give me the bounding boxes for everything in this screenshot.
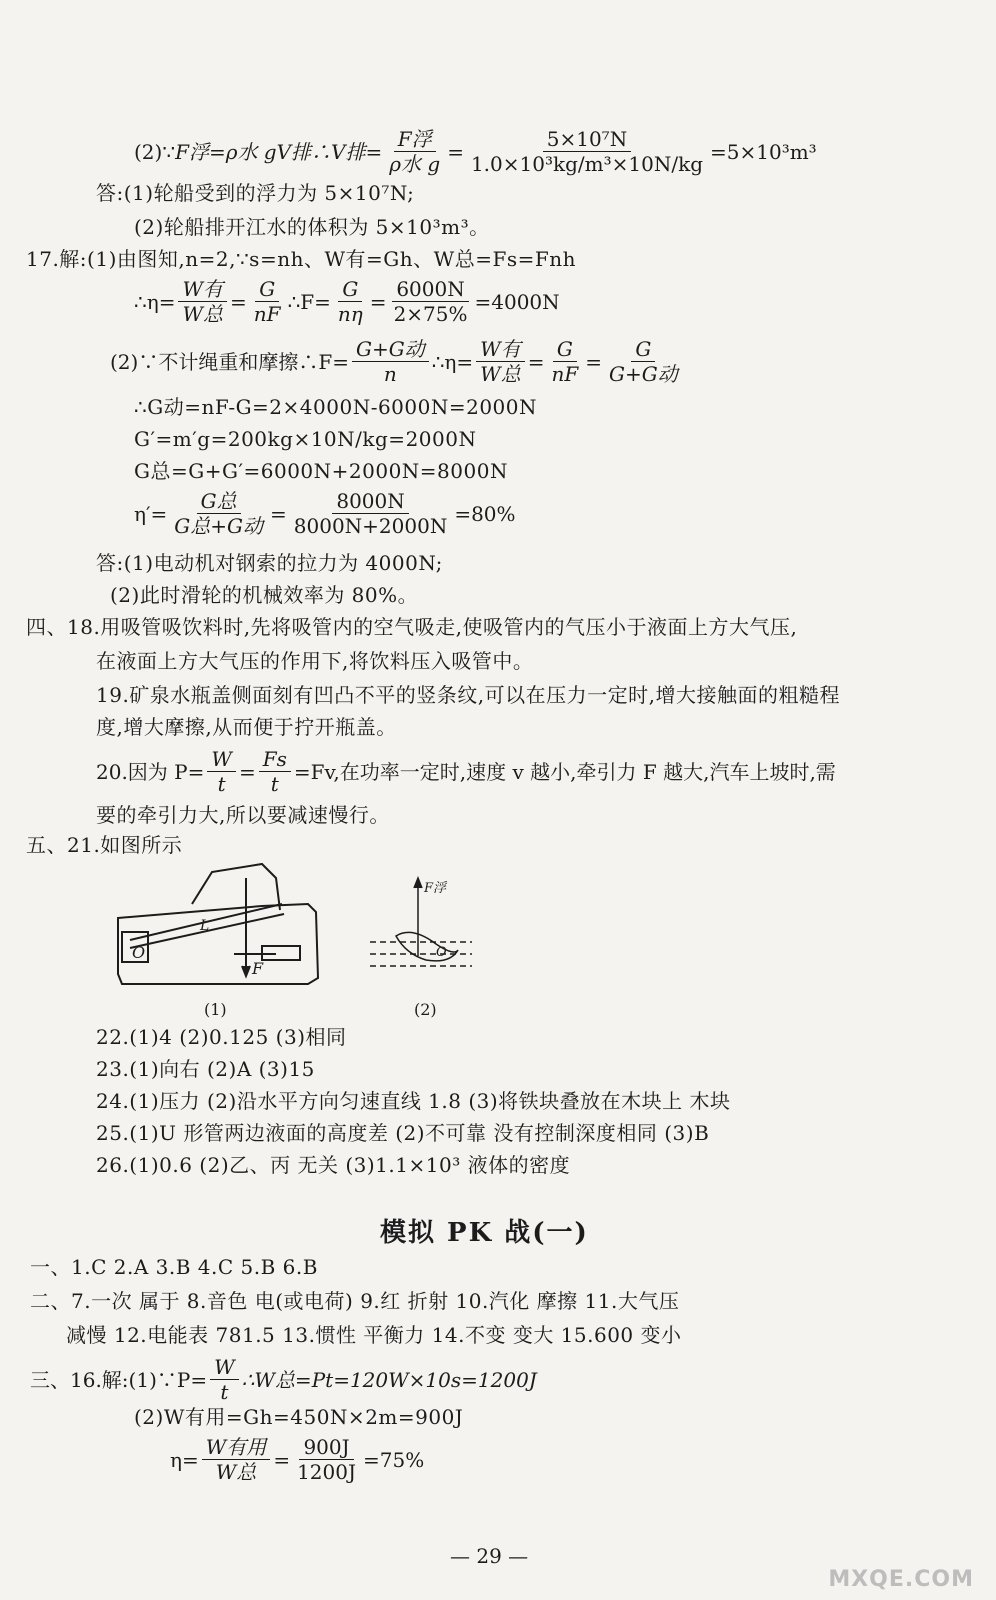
buoyancy-label: F浮 bbox=[424, 881, 447, 896]
section-title: 模拟 PK 战(一) bbox=[380, 1218, 589, 1248]
mock-q16-line-2: (2)W有用=Gh=450N×2m=900J bbox=[134, 1405, 464, 1429]
q19-line-1: 19.矿泉水瓶盖侧面刻有凹凸不平的竖条纹,可以在压力一定时,增大接触面的粗糙程 bbox=[96, 683, 841, 707]
q18-line-1: 四、18.用吸管吸饮料时,先将吸管内的空气吸走,使吸管内的气压小于液面上方大气压, bbox=[26, 615, 798, 639]
floating-object bbox=[396, 932, 458, 960]
floating-object-diagram bbox=[366, 876, 476, 980]
q17-line-3: ∴G动=nF-G=2×4000N-6000N=2000N bbox=[134, 395, 538, 419]
fraction: $\frac{\text{F浮}}{\text{ρ水 g}}$ bbox=[389, 127, 441, 176]
q20-line-2: 要的牵引力大,所以要减速慢行。 bbox=[96, 803, 390, 827]
q17-line-5: G总=G+G′=6000N+2000N=8000N bbox=[134, 459, 508, 483]
q24-answer: 24.(1)压力 (2)沿水平方向匀速直线 1.8 (3)将铁块叠放在木块上 木块 bbox=[96, 1089, 731, 1113]
force-arrow-head bbox=[242, 966, 250, 976]
q25-answer: 25.(1)U 形管两边液面的高度差 (2)不可靠 没有控制深度相同 (3)B bbox=[96, 1121, 710, 1145]
q17-efficiency-formula: ∴η= $\frac{\text{W有}}{\text{W总}}$ = $\frac{G}{nF}$ ∴F= $\frac{G}{n\eta}$ = $\frac{6000N}{2\times 75\%}$ =4000N bbox=[134, 277, 560, 326]
q22-answer: 22.(1)4 (2)0.125 (3)相同 bbox=[96, 1025, 347, 1049]
q21-heading: 五、21.如图所示 bbox=[26, 833, 183, 857]
stapler-diagram bbox=[112, 858, 326, 994]
pivot-label: O bbox=[132, 943, 146, 962]
page-number: — 29 — bbox=[450, 1544, 529, 1568]
q18-line-2: 在液面上方大气压的作用下,将饮料压入吸管中。 bbox=[96, 649, 534, 673]
figure-1-caption: (1) bbox=[204, 1000, 227, 1019]
arm-label: L bbox=[200, 918, 210, 934]
figure-2-caption: (2) bbox=[414, 1000, 437, 1019]
mock-q16-efficiency: η= $\frac{\text{W有用}}{\text{W总}}$ = $\frac{900J}{1200J}$ =75% bbox=[170, 1435, 425, 1484]
q20-line-1: 20.因为 P= $\frac{W}{t}$ = $\frac{Fs}{t}$ =Fv,在功率一定时,速度 v 越小,牵引力 F 越大,汽车上坡时,需 bbox=[96, 747, 836, 796]
formula-buoyancy-volume: (2)∵ F浮=ρ水 gV排∴V排= $\frac{\text{F浮}}{\text{ρ水 g}}$ = $\frac{\text{5×10⁷N}}{\text{1.0×10³kg/m³×10N/kg}}$ =5×10³m³ bbox=[134, 127, 817, 176]
q17-part2-formula: (2)∵不计绳重和摩擦∴F= $\frac{\text{G+G动}}{n}$ ∴η= $\frac{\text{W有}}{\text{W总}}$ = $\frac{G}{nF}$ = $\frac{G}{\text{G+G动}}$ bbox=[110, 337, 678, 386]
q17-answer-2: (2)此时滑轮的机械效率为 80%。 bbox=[110, 583, 419, 607]
mock-section-2-line-1: 二、7.一次 属于 8.音色 电(或电荷) 9.红 折射 10.汽化 摩擦 11.大气压 bbox=[30, 1289, 680, 1313]
mock-section-1: 一、1.C 2.A 3.B 4.C 5.B 6.B bbox=[30, 1255, 318, 1279]
q19-line-2: 度,增大摩擦,从而便于拧开瓶盖。 bbox=[96, 715, 397, 739]
watermark: MXQE.COM bbox=[828, 1567, 974, 1592]
answer-16-line-1: 答:(1)轮船受到的浮力为 5×10⁷N; bbox=[96, 181, 415, 205]
mock-q16-line-1: 三、16.解:(1)∵P= $\frac{W}{t}$ ∴W总=Pt=120W×10s=1200J bbox=[30, 1355, 537, 1404]
q17-answer-1: 答:(1)电动机对钢索的拉力为 4000N; bbox=[96, 551, 443, 575]
q17-line-1: 17.解:(1)由图知,n=2,∵s=nh、W有=Gh、W总=Fs=Fnh bbox=[26, 247, 576, 271]
center-label: O bbox=[436, 945, 447, 960]
mock-section-2-line-2: 减慢 12.电能表 781.5 13.惯性 平衡力 14.不变 变大 15.600 变小 bbox=[66, 1323, 682, 1347]
q17-efficiency-2-formula: η′= $\frac{\text{G总}}{\text{G总+G动}}$ = $\frac{8000N}{8000N+2000N}$ =80% bbox=[134, 489, 516, 538]
q26-answer: 26.(1)0.6 (2)乙、丙 无关 (3)1.1×10³ 液体的密度 bbox=[96, 1153, 571, 1177]
buoyancy-arrow-head bbox=[414, 878, 422, 888]
stapler-top-arm bbox=[192, 864, 280, 910]
q17-line-4: G′=m′g=200kg×10N/kg=2000N bbox=[134, 427, 477, 451]
force-label: F bbox=[252, 959, 264, 978]
answer-16-line-2: (2)轮船排开江水的体积为 5×10³m³。 bbox=[134, 215, 490, 239]
q23-answer: 23.(1)向右 (2)A (3)15 bbox=[96, 1057, 315, 1081]
fraction: $\frac{\text{5×10⁷N}}{\text{1.0×10³kg/m³×10N/kg}}$ bbox=[470, 127, 703, 176]
